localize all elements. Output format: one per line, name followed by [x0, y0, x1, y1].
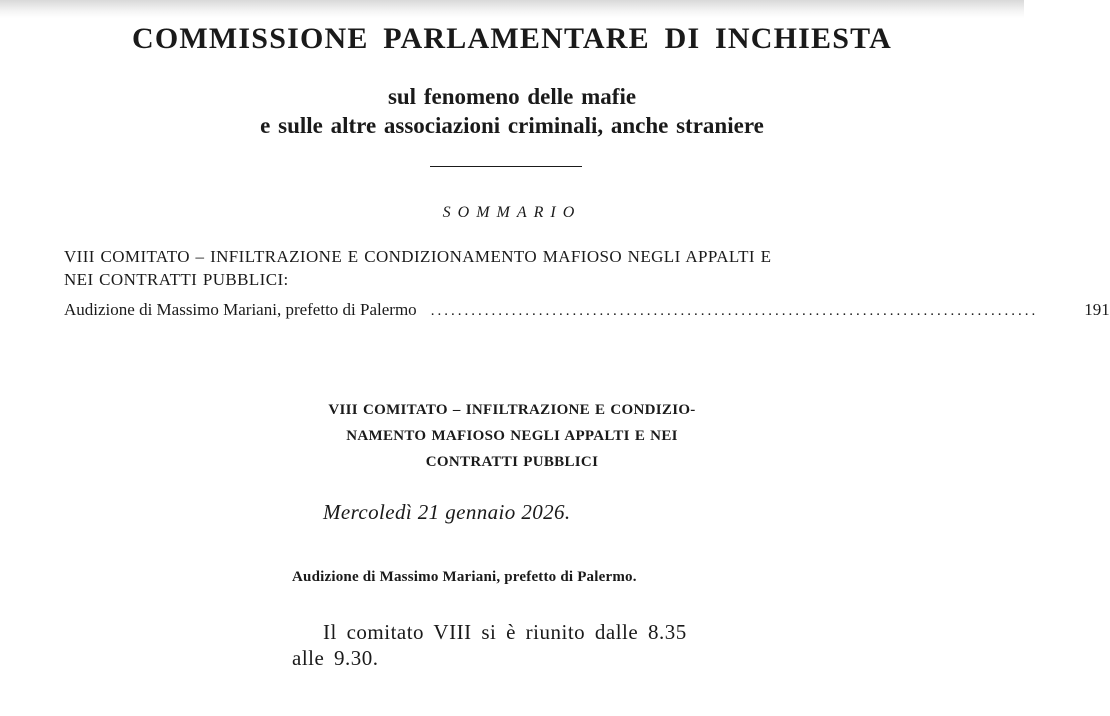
document-title: COMMISSIONE PARLAMENTARE DI INCHIESTA: [132, 22, 892, 55]
title-divider: [430, 166, 582, 167]
summary-heading-line-1: VIII COMITATO – INFILTRAZIONE E CONDIZIONAMENTO MAFIOSO NEGLI APPALTI E: [64, 247, 772, 266]
document-subtitle-line-2: e sulle altre associazioni criminali, anche straniere: [260, 113, 764, 138]
summary-label: SOMMARIO: [442, 204, 582, 221]
session-date: Mercoledì 21 gennaio 2026.: [323, 500, 571, 524]
section-heading-line-1: VIII COMITATO – INFILTRAZIONE E CONDIZIO-: [328, 402, 696, 418]
summary-heading-line-2: NEI CONTRATTI PUBBLICI:: [64, 270, 289, 289]
audition-title: Audizione di Massimo Mariani, prefetto di Palermo.: [292, 569, 637, 585]
document-subtitle-line-1: sul fenomeno delle mafie: [387, 84, 637, 109]
section-heading-line-2: NAMENTO MAFIOSO NEGLI APPALTI E NEI: [346, 428, 678, 444]
section-heading-line-3: CONTRATTI PUBBLICI: [425, 454, 599, 470]
summary-entry-leader: ..........................................................................................: [430, 303, 1039, 319]
body-text-line-1: Il comitato VIII si è riunito dalle 8.35: [323, 620, 687, 644]
summary-entry-text: Audizione di Massimo Mariani, prefetto di Palermo: [64, 300, 417, 319]
body-text-line-2: alle 9.30.: [292, 646, 379, 670]
summary-entry-page: 191: [1084, 300, 1110, 319]
summary-entry[interactable]: [64, 300, 1110, 320]
top-shadow: [0, 0, 1024, 18]
